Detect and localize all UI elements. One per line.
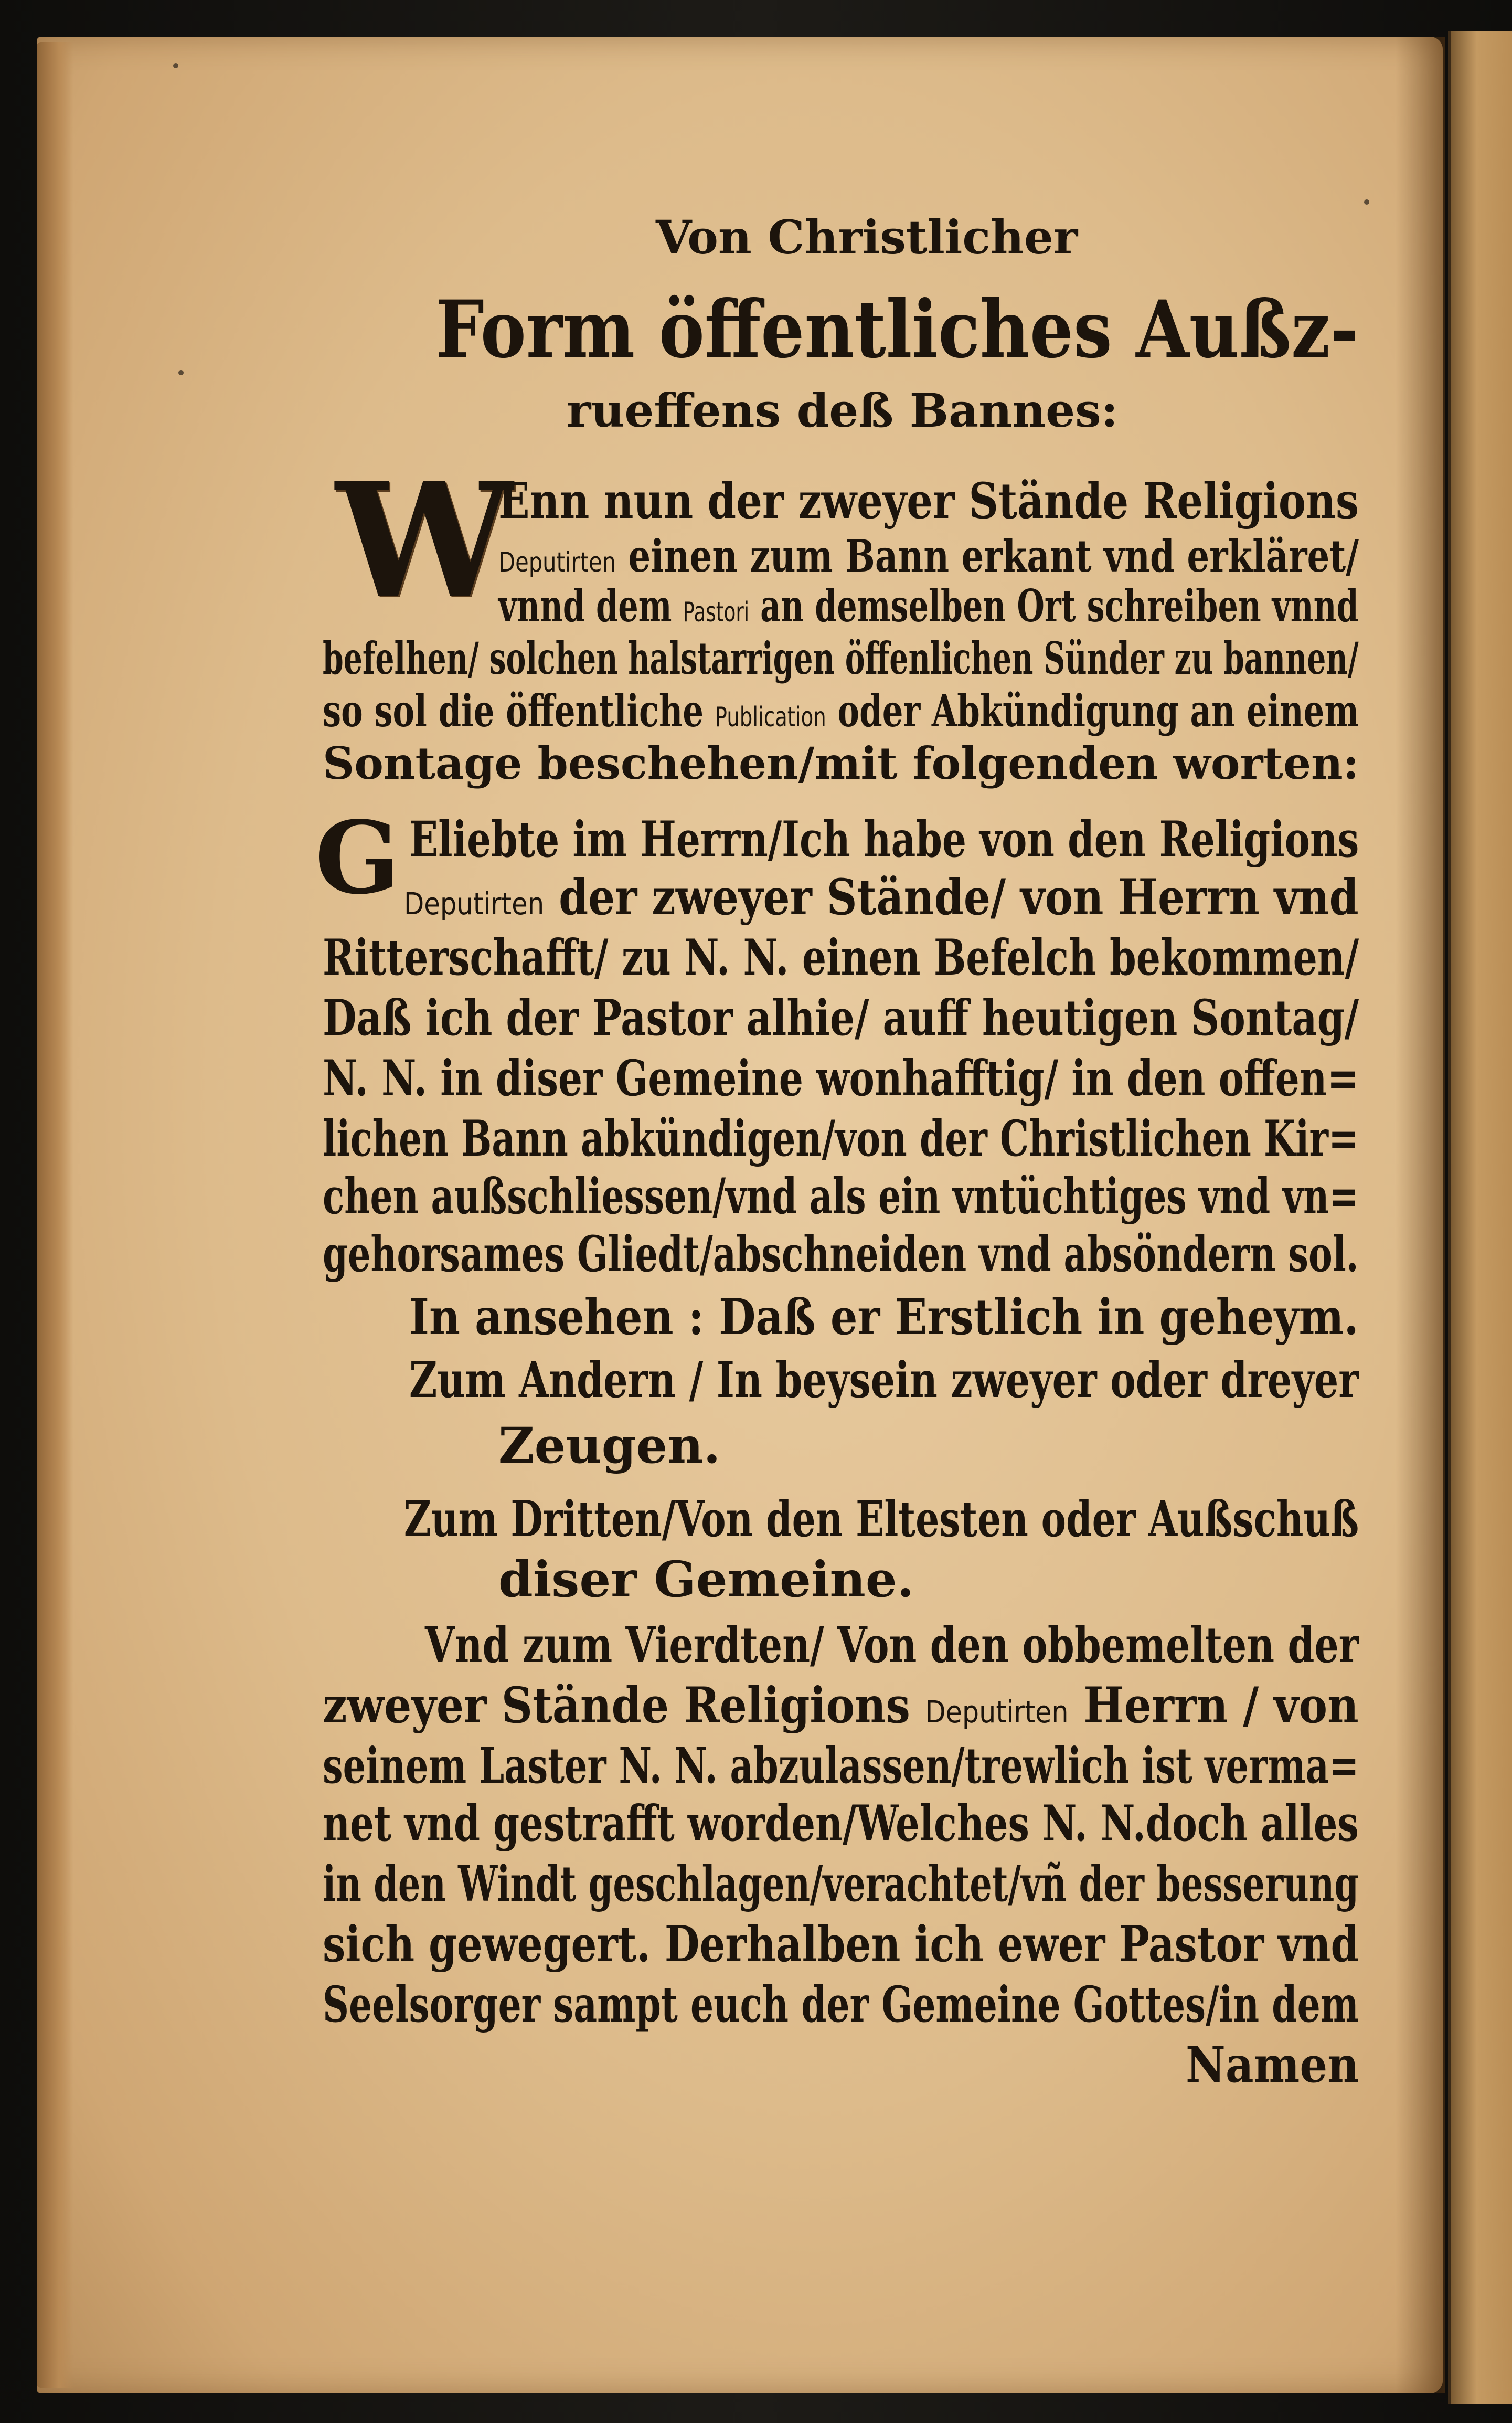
paragraph1-line-3: [498, 580, 1359, 632]
paragraph1-line-1: Enn nun der zweyer Stände Religions: [498, 472, 1359, 530]
list-item-3-line-2: diser Gemeine.: [498, 1551, 914, 1609]
heading-line-1: Von Christlicher: [656, 210, 1078, 264]
paragraph2-line-7: chen außschliessen/vnd als ein vntüchtiges vnd vn=: [323, 1168, 1359, 1225]
heading-line-2: Form öffentliches Außz-: [435, 283, 1359, 376]
paragraph2-line-1: Eliebte im Herrn/Ich habe von den Religions: [409, 811, 1359, 869]
list-item-1: In ansehen : Daß er Erstlich in geheym.: [409, 1288, 1359, 1346]
paper-speck: [1364, 199, 1369, 205]
paragraph1-line-5-b: oder Abkündigung an einem: [837, 685, 1359, 737]
initial-letter: G: [315, 799, 400, 916]
latin-word: Pastori: [683, 597, 750, 628]
facing-page-edge: [1448, 31, 1512, 2404]
paragraph2-line-4: Daß ich der Pastor alhie/ auff heutigen Sontag/: [323, 989, 1359, 1047]
paragraph1-line-4: befelhen/ solchen halstarrigen öffenlichen Sünder zu bannen/: [323, 632, 1359, 684]
list-item-2-line-1: Zum Andern / In beysein zweyer oder dreyer: [409, 1351, 1359, 1409]
latin-word: Deputirten: [925, 1694, 1069, 1730]
paragraph2-line-2-text: der zweyer Stände/ von Herrn vnd: [559, 869, 1359, 926]
paragraph2-line-5: N. N. in diser Gemeine wonhafftig/ in den offen=: [323, 1050, 1359, 1107]
paragraph3-line-2: [323, 1677, 1359, 1734]
paragraph2-line-6: lichen Bann abkündigen/von der Christlichen Kir=: [323, 1110, 1359, 1168]
paragraph1-line-5-a: so sol die öffentliche: [323, 685, 704, 737]
page-gutter-shadow: [1396, 37, 1445, 2393]
paragraph1-line-3-b: an demselben Ort schreiben vnnd: [760, 580, 1359, 632]
paper-speck: [173, 63, 178, 68]
paragraph3-line-3: seinem Laster N. N. abzulassen/trewlich ist verma=: [323, 1737, 1359, 1795]
paragraph1-line-2: [498, 530, 1359, 582]
page-left-edge: [37, 42, 73, 2388]
paragraph1-line-6: Sontage beschehen/mit folgenden worten:: [323, 737, 1359, 789]
paragraph2-line-3: Ritterschafft/ zu N. N. einen Befelch bekommen/: [323, 929, 1359, 987]
paragraph2-line-8: gehorsames Gliedt/abschneiden vnd absöndern sol.: [323, 1225, 1359, 1283]
paper-speck: [178, 370, 184, 375]
paragraph2-line-2: [404, 869, 1359, 926]
paragraph3-line-1: Vnd zum Vierdten/ Von den obbemelten der: [425, 1616, 1359, 1674]
drop-cap-initial: W: [336, 448, 513, 633]
paragraph3-line-2-a: zweyer Stände Religions: [323, 1677, 910, 1734]
list-item-2-line-2: Zeugen.: [498, 1417, 721, 1475]
paragraph3-line-7: Seelsorger sampt euch der Gemeine Gottes/in dem: [323, 1976, 1359, 2034]
paragraph1-line-2-text: einen zum Bann erkant vnd erkläret/: [628, 530, 1359, 582]
heading-line-3: rueffens deß Bannes:: [567, 383, 1119, 438]
paragraph3-line-2-b: Herrn / von: [1083, 1677, 1359, 1734]
paragraph3-line-5: in den Windt geschlagen/verachtet/vñ der besserung: [323, 1855, 1359, 1913]
latin-word: Deputirten: [404, 886, 545, 922]
list-item-3-line-1: Zum Dritten/Von den Eltesten oder Außschuß: [404, 1490, 1359, 1548]
catchword: Namen: [1186, 2036, 1359, 2094]
paragraph1-line-3-a: vnnd dem: [498, 580, 672, 632]
latin-word: Publication: [715, 702, 826, 733]
paragraph3-line-6: sich gewegert. Derhalben ich ewer Pastor vnd: [323, 1916, 1359, 1973]
paragraph3-line-4: net vnd gestrafft worden/Welches N. N.doch alles: [323, 1795, 1359, 1853]
latin-word: Deputirten: [498, 547, 616, 578]
paragraph1-line-5: [323, 685, 1359, 737]
